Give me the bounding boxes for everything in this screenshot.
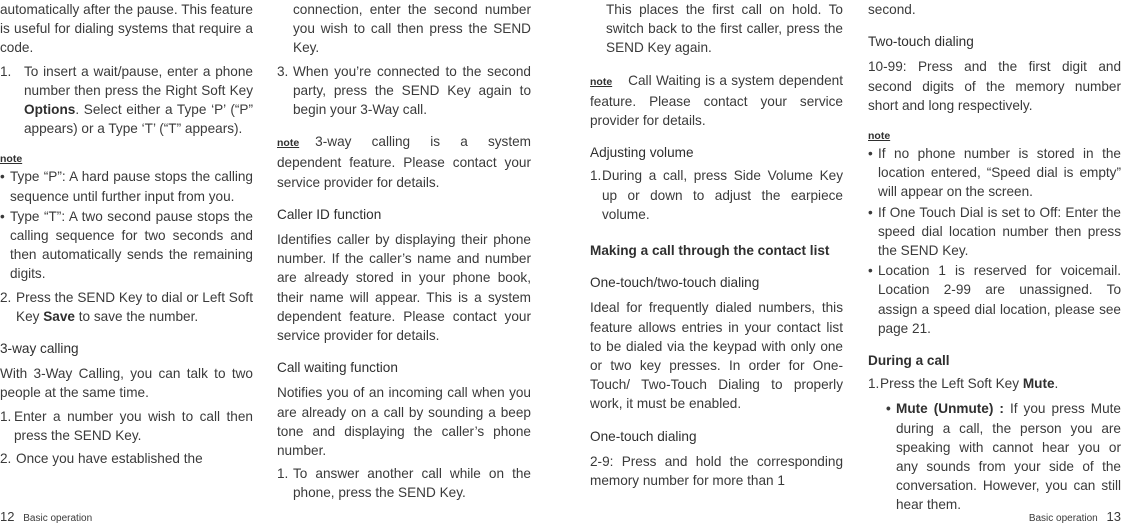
note-label: note: [868, 130, 891, 143]
page-number: 12: [0, 509, 15, 524]
note-paragraph: note Call Waiting is a system dependent feature. Please contact your service provider for details.: [590, 72, 843, 129]
page-13-column-right: [868, 0, 1121, 515]
intro-paragraph: automatically after the pause. This feature is useful for dialing systems that require a code.: [0, 2, 253, 56]
list-item: • Type “P”: A hard pause stops the calling sequence until further input from you.: [0, 169, 253, 204]
section-heading: Call waiting function: [277, 360, 398, 376]
paragraph: Ideal for frequently dialed numbers, this feature allows entries in your contact list to be dialed via the keypad with only one or two key presses. In order for One-Touch/ Two-Touch Dialing to properly work, it must be enabled.: [590, 300, 843, 412]
section-heading: One-touch/two-touch dialing: [590, 275, 760, 291]
page-13-column-left: [590, 0, 843, 490]
list-item: 1. During a call, press Side Volume Key up or down to adjust the earpiece volume.: [590, 168, 843, 222]
paragraph: 10-99: Press and the first digit and second digits of the memory number short and long respectively.: [868, 59, 1121, 113]
list-item: 3. When you’re connected to the second party, press the SEND Key again to begin your 3-Way call.: [277, 63, 531, 118]
list-item: 2. Press the SEND Key to dial or Left Soft Key Save to save the number.: [0, 289, 253, 324]
section-heading: Caller ID function: [277, 206, 382, 222]
paragraph: second.: [868, 2, 916, 17]
section-heading: During a call: [868, 353, 950, 369]
paragraph: connection, enter the second number you wish to call then press the SEND Key.: [293, 2, 531, 56]
list-item: 1. To insert a wait/pause, enter a phone number then press the Right Soft Key Options. Select either a Type ‘P’ (“P” appears) or a Type ‘T’ (“T” appears).: [0, 63, 253, 137]
footer-right: [1029, 510, 1121, 526]
section-heading: One-touch dialing: [590, 428, 697, 444]
paragraph: This places the first call on hold. To switch back to the first caller, press the SEND Key again.: [606, 2, 843, 56]
section-heading: 3-way calling: [0, 341, 79, 357]
footer-label: Basic operation: [1028, 513, 1098, 524]
list-item: • If no phone number is stored in the location entered, “Speed dial is empty” will appear on the screen.: [868, 146, 1121, 200]
paragraph: 2-9: Press and hold the corresponding memory number for more than 1: [590, 453, 843, 489]
page-12-column-right: [277, 0, 531, 503]
section-heading: Adjusting volume: [590, 145, 694, 161]
page-number: 13: [1106, 509, 1121, 524]
paragraph: With 3-Way Calling, you can talk to two people at the same time.: [0, 366, 253, 401]
paragraph: Identifies caller by displaying their phone number. If the caller’s name and number are already stored in your phone book, their name will appear. This is a system dependent feature. Please contact your service provider for details.: [277, 232, 531, 344]
list-item: 1. To answer another call while on the phone, press the SEND Key.: [277, 466, 531, 501]
paragraph: Notifies you of an incoming call when you are already on a call by sounding a beep tone and displaying the caller’s phone number.: [277, 385, 531, 459]
list-item: 1. Press the Left Soft Key Mute.: [868, 376, 1059, 392]
list-item: • Mute (Unmute) : If you press Mute during a call, the person you are speaking with cannot hear you or any sounds from your side of the conversation. However, you can still hear them.: [886, 401, 1121, 513]
page-12-column-left: [0, 0, 253, 468]
footer-left: [0, 510, 92, 526]
note-label: note: [277, 137, 300, 150]
note-label: note: [590, 75, 613, 88]
list-item: 1. Enter a number you wish to call then press the SEND Key.: [0, 408, 253, 443]
section-heading: Two-touch dialing: [868, 34, 974, 50]
list-item: • Type “T”: A two second pause stops the calling sequence for two seconds and then automatically sends the remaining digits.: [0, 208, 253, 282]
note-label: note: [0, 153, 23, 166]
note-paragraph: note 3-way calling is a system dependent feature. Please contact your service provider for details.: [277, 134, 531, 190]
footer-label: Basic operation: [23, 513, 93, 524]
list-item: • Location 1 is reserved for voicemail. Location 2-99 are unassigned. To assign a speed dial location, please see page 21.: [868, 263, 1121, 336]
section-heading: Making a call through the contact list: [590, 243, 830, 259]
list-item: • If One Touch Dial is set to Off: Enter the speed dial location number then press the SEND Key.: [868, 204, 1121, 259]
list-item: 2. Once you have established the: [0, 451, 203, 467]
